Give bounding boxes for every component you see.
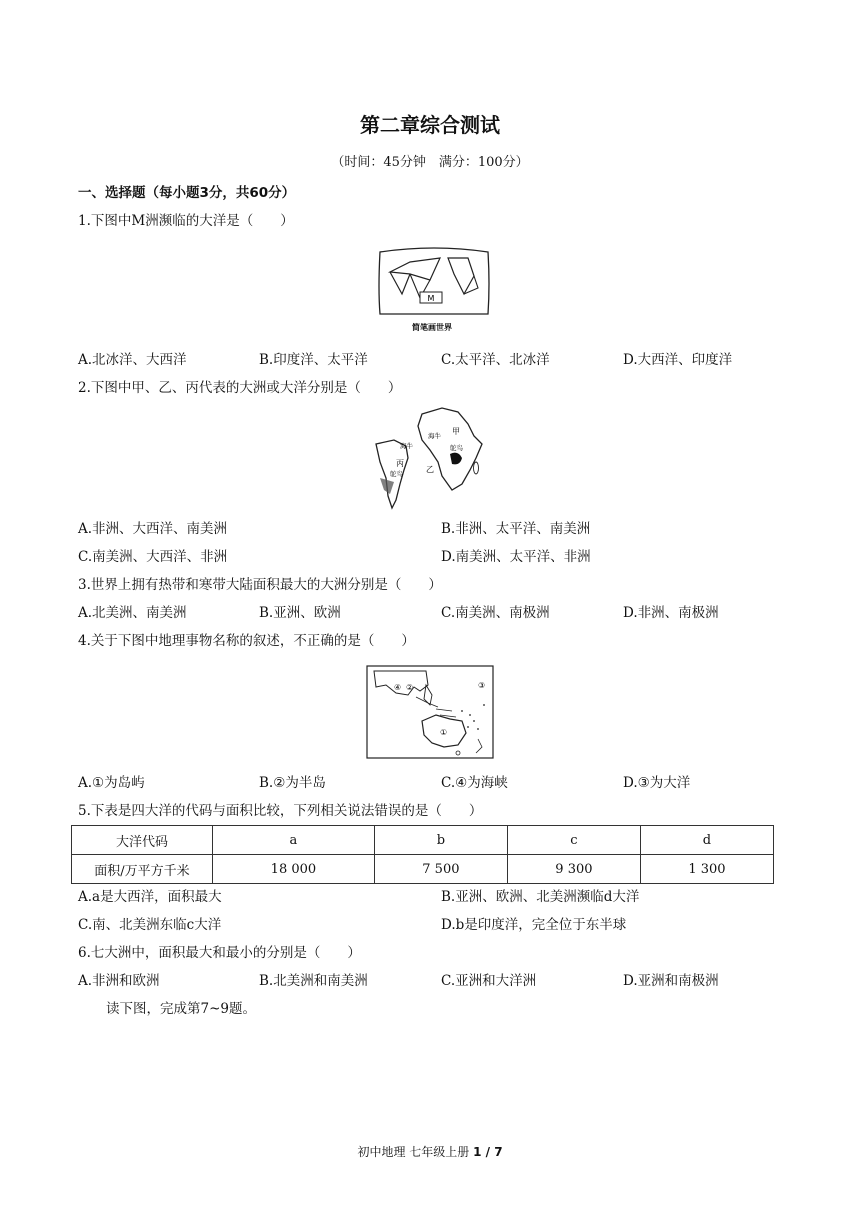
exam-info: （时间：45分钟 满分：100分） [331,155,529,170]
map-label-1: ① [440,728,448,737]
q1-option-c[interactable]: C.太平洋、北冰洋 [441,352,550,368]
q1-option-a[interactable]: A.北冰洋、大西洋 [78,352,187,368]
q5-option-c[interactable]: C.南、北美洲东临c大洋 [78,917,222,933]
q6-option-a[interactable]: A.非洲和欧洲 [78,973,160,989]
asia-oceania-map [366,665,494,759]
q2-option-b[interactable]: B.非洲、太平洋、南美洲 [441,521,591,537]
page-number: 1 / 7 [473,1145,503,1159]
table-header-cell: c [507,826,640,855]
map-caption: 简笔画世界 [412,323,452,332]
q6-option-c[interactable]: C.亚洲和大洋洲 [441,973,537,989]
footer-text: 初中地理 七年级上册 [357,1145,470,1159]
q6-option-d[interactable]: D.亚洲和南极洲 [623,973,719,989]
label-jia: 甲 [452,427,460,436]
q5-option-a[interactable]: A.a是大西洋，面积最大 [78,889,222,905]
sketch-world-map [370,244,494,334]
section-heading: 一、选择题（每小题3分，共60分） [78,185,296,201]
label-bing: 丙 [396,459,404,468]
table-header-cell: 大洋代码 [72,826,213,855]
table-cell: 9 300 [507,855,640,884]
continents-animal-map [366,404,492,514]
q3-option-d[interactable]: D.非洲、南极洲 [623,605,719,621]
table-cell: 1 300 [640,855,773,884]
question-5-stem: 5.下表是四大洋的代码与面积比较，下列相关说法错误的是（ ） [78,803,483,819]
q3-option-c[interactable]: C.南美洲、南极洲 [441,605,550,621]
question-4-stem: 4.关于下图中地理事物名称的叙述，不正确的是（ ） [78,633,415,649]
q2-option-d[interactable]: D.南美洲、太平洋、非洲 [441,549,591,565]
map-label-2: ② [406,683,414,692]
q4-option-c[interactable]: C.④为海峡 [441,775,508,791]
table-cell: 面积/万平方千米 [72,855,213,884]
table-header-row [72,826,774,855]
q4-option-b[interactable]: B.②为半岛 [259,775,326,791]
q5-option-b[interactable]: B.亚洲、欧洲、北美洲濒临d大洋 [441,889,640,905]
table-header-cell: d [640,826,773,855]
label-ostrich-africa: 鸵鸟 [450,444,463,452]
question-2-stem: 2.下图中甲、乙、丙代表的大洲或大洋分别是（ ） [78,380,402,396]
q4-option-d[interactable]: D.③为大洋 [623,775,691,791]
page-footer [0,1143,860,1161]
question-3-stem: 3.世界上拥有热带和寒带大陆面积最大的大洲分别是（ ） [78,577,442,593]
question-6-stem: 6.七大洲中，面积最大和最小的分别是（ ） [78,945,361,961]
q3-option-a[interactable]: A.北美洲、南美洲 [78,605,187,621]
q1-option-d[interactable]: D.大西洋、印度洋 [623,352,733,368]
label-manatee-africa: 海牛 [428,432,441,440]
map-label-4: ④ [394,683,402,692]
table-header-cell: a [213,826,375,855]
question-1-stem: 1.下图中M洲濒临的大洋是（ ） [78,213,294,229]
continent-m-label: M [427,294,435,303]
label-yi: 乙 [426,465,434,474]
q1-option-b[interactable]: B.印度洋、太平洋 [259,352,368,368]
table-row [72,855,774,884]
table-header-cell: b [374,826,507,855]
q5-option-d[interactable]: D.b是印度洋，完全位于东半球 [441,917,627,933]
map-label-3: ③ [478,681,486,690]
ocean-area-table [71,825,774,884]
q2-option-a[interactable]: A.非洲、大西洋、南美洲 [78,521,228,537]
q4-option-a[interactable]: A.①为岛屿 [78,775,145,791]
label-manatee-america: 海牛 [400,442,413,450]
table-cell: 18 000 [213,855,375,884]
q3-option-b[interactable]: B.亚洲、欧洲 [259,605,341,621]
label-ostrich-america: 鸵鸟 [390,470,403,478]
q2-option-c[interactable]: C.南美洲、大西洋、非洲 [78,549,228,565]
table-cell: 7 500 [374,855,507,884]
q6-option-b[interactable]: B.北美洲和南美洲 [259,973,368,989]
page-title: 第二章综合测试 [360,113,500,137]
reading-prompt: 读下图，完成第7~9题。 [106,1001,256,1017]
